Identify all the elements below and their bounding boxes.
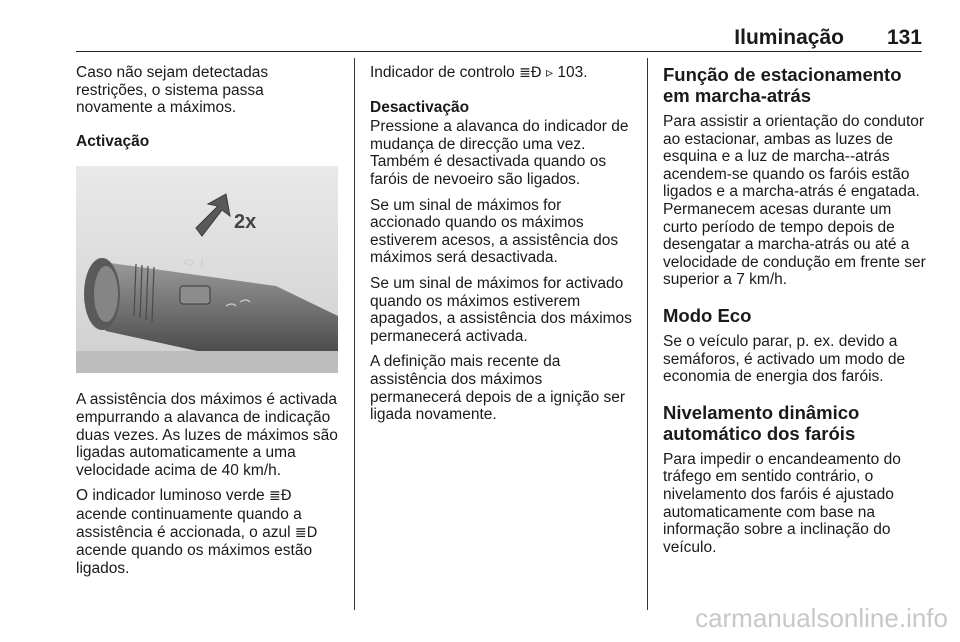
headlight-levelling-heading: Nivelamento dinâmico automático dos faróis — [663, 401, 860, 444]
paragraph: Para impedir o encandeamento do tráfego em sentido contrário, o nivelamento dos faróis é ajustado automaticamente com base na informação sobre a inclinação do veículo. — [663, 450, 901, 556]
paragraph: O indicador luminoso verde ≣Ð acende continuamente quando a assistência é accionada, o azul ≣D acende quando os máximos estão ligados. — [76, 487, 318, 577]
page-number: 131 — [886, 26, 922, 49]
page-reference-icon: ▹ — [545, 65, 554, 81]
deactivation-heading: Desactivação — [370, 98, 470, 116]
column-3 — [663, 64, 928, 564]
activation-heading: Activação — [76, 132, 150, 150]
paragraph: Se um sinal de máximos for activado quando os máximos estiverem apagados, a assistência dos máximos permanecerá activada. — [370, 274, 632, 345]
eco-mode-heading: Modo Eco — [663, 304, 752, 326]
page-header — [76, 24, 922, 52]
paragraph: Pressione a alavanca do indicador de mudança de direcção uma vez. Também é desactivada quando os faróis de nevoeiro são ligados. — [370, 118, 629, 188]
paragraph: A definição mais recente da assistência dos máximos permanecerá depois de a ignição ser ligada novamente. — [370, 353, 626, 424]
column-divider — [647, 58, 648, 610]
section-title: Iluminação — [734, 26, 844, 49]
column-divider — [354, 58, 355, 610]
lever-illustration — [76, 166, 338, 373]
figure-label: 2x — [234, 211, 257, 234]
high-beam-icon: ≣D — [294, 524, 318, 541]
indicator-reference: Indicador de controlo ≣Ð ▹ 103. — [370, 64, 588, 81]
column-1 — [76, 64, 341, 585]
watermark: carmanualsonline.info — [695, 603, 948, 633]
paragraph: Se um sinal de máximos for accionado quando os máximos estiverem acesos, a assistência dos máximos será desactivada. — [370, 196, 619, 267]
column-2 — [370, 64, 636, 432]
intro-paragraph: Caso não sejam detectadas restrições, o sistema passa novamente a máximos. — [76, 64, 269, 117]
reverse-parking-heading: Função de estacionamento em marcha-atrás — [663, 64, 902, 106]
paragraph: Se o veículo parar, p. ex. devido a semáforos, é activado um modo de economia de energia dos faróis. — [663, 332, 906, 386]
paragraph: Para assistir a orientação do condutor ao estacionar, ambas as luzes de esquina e a luz de marcha--atrás acendem-se quando os faróis estão ligados e a marcha-atrás é engatada. Permanecem acesas durante um curto período de tempo depois de desengatar a marcha-atrás ou até a velocidade de condução em frente ser superior a 7 km/h. — [663, 113, 926, 289]
auto-high-beam-icon: ≣Ð — [519, 65, 542, 81]
paragraph: A assistência dos máximos é activada empurrando a alavanca de indicação duas vezes. As luzes de máximos são ligadas automaticamente a uma velocidade acima de 40 km/h. — [76, 391, 338, 479]
auto-high-beam-icon: ≣Ð — [269, 488, 292, 505]
